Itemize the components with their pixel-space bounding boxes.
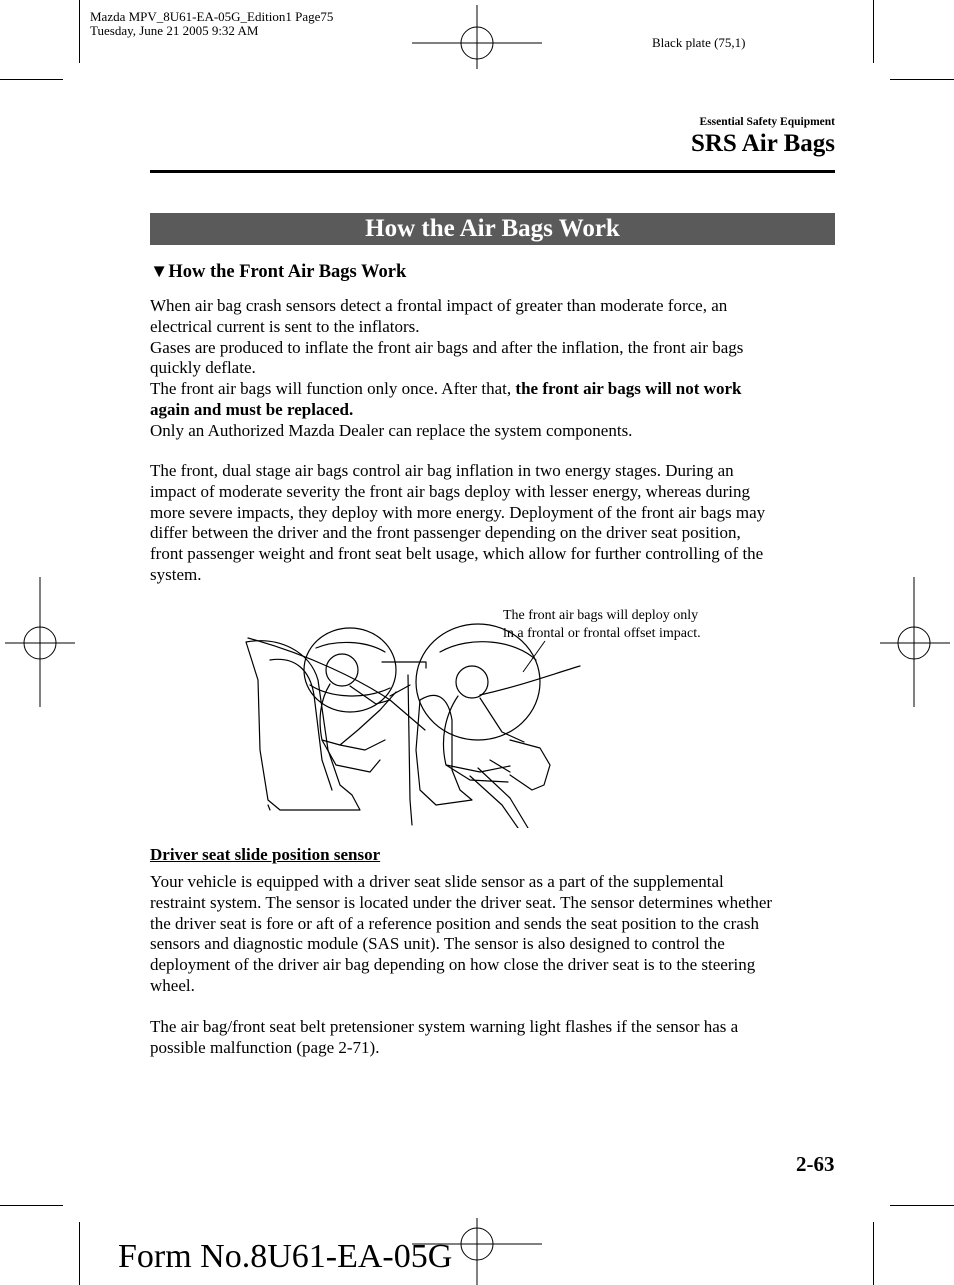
text-line [150, 1038, 840, 1059]
text-line: wheel. [150, 975, 195, 995]
header-rule [150, 170, 835, 173]
text-bold: the front air bags will not work [515, 379, 742, 399]
form-number: Form No.8U61-EA-05G [118, 1238, 453, 1275]
registration-mark-left [5, 577, 75, 707]
callout-leader-line [520, 640, 550, 675]
text-line: restraint system. The sensor is located under the driver seat. The sensor determines whether [150, 892, 773, 912]
text-bold: again and must be replaced. [150, 399, 354, 419]
callout-line: The front air bags will deploy only [503, 608, 699, 623]
crop-mark [79, 0, 80, 63]
subheading [150, 262, 406, 283]
callout-line: in a frontal or frontal offset impact. [503, 626, 701, 641]
crop-mark [0, 79, 63, 80]
text-line: The air bag/front seat belt pretensioner system warning light flashes if the sensor has a [150, 1017, 739, 1036]
subheading-text: How the Front Air Bags Work [168, 262, 407, 282]
sensor-heading: Driver seat slide position sensor [150, 845, 381, 864]
crop-mark [873, 0, 874, 63]
text-line [150, 379, 840, 400]
paragraph-warning [150, 1017, 840, 1059]
plate-label: Black plate (75,1) [652, 35, 746, 50]
triangle-marker-icon: ▼ [150, 262, 169, 282]
crop-mark [890, 79, 954, 80]
registration-mark-top [412, 5, 542, 75]
paragraph-sensor [150, 872, 840, 997]
text-line: differ between the driver and the front passenger depending on the driver seat position, [150, 523, 741, 543]
print-info-line: Tuesday, June 21 2005 9:32 AM [90, 23, 259, 38]
crop-mark [890, 1205, 954, 1206]
text-line [150, 400, 840, 421]
text-line: impact of moderate severity the front air bags deploy with lesser energy, whereas during [150, 481, 750, 501]
text-line: sensors and diagnostic module (SAS unit). The sensor is also designed to control the [150, 934, 725, 954]
crop-mark [79, 1222, 80, 1285]
page-reference-link[interactable]: possible malfunction (page 2-71). [150, 1037, 380, 1057]
text-line: the driver seat is fore or aft of a reference position and sends the seat position to the crash [150, 913, 759, 933]
text-line: Only an Authorized Mazda Dealer can replace the system components. [150, 420, 633, 440]
text-line: front passenger weight and front seat belt usage, which allow for further controlling of the [150, 544, 764, 564]
text-line: When air bag crash sensors detect a frontal impact of greater than moderate force, an [150, 296, 728, 315]
chapter-title: SRS Air Bags [690, 130, 835, 157]
text-line: The front, dual stage air bags control air bag inflation in two energy stages. During an [150, 461, 734, 480]
text-line: electrical current is sent to the inflators. [150, 316, 420, 336]
crop-mark [0, 1205, 63, 1206]
text-line: deployment of the driver air bag depending on how close the driver seat is to the steering [150, 955, 756, 975]
text-line: system. [150, 564, 202, 584]
crop-mark [873, 1222, 874, 1285]
section-name: Essential Safety Equipment [699, 116, 835, 128]
text-line: more severe impacts, they deploy with more energy. Deployment of the front air bags may [150, 502, 766, 522]
text-line: Your vehicle is equipped with a driver seat slide sensor as a part of the supplemental [150, 872, 724, 891]
print-info-line: Mazda MPV_8U61-EA-05G_Edition1 Page75 [90, 9, 334, 24]
paragraph-dual-stage [150, 461, 840, 586]
page-number: 2-63 [796, 1152, 835, 1176]
text-normal: The front air bags will function only once. After that, [150, 379, 516, 399]
registration-mark-right [880, 577, 950, 707]
text-line: quickly deflate. [150, 358, 256, 378]
paragraph-intro [150, 296, 840, 442]
figure-callout [503, 607, 701, 643]
print-info [90, 10, 333, 38]
text-line: Gases are produced to inflate the front air bags and after the inflation, the front air bags [150, 337, 744, 357]
page-title: How the Air Bags Work [150, 213, 835, 245]
